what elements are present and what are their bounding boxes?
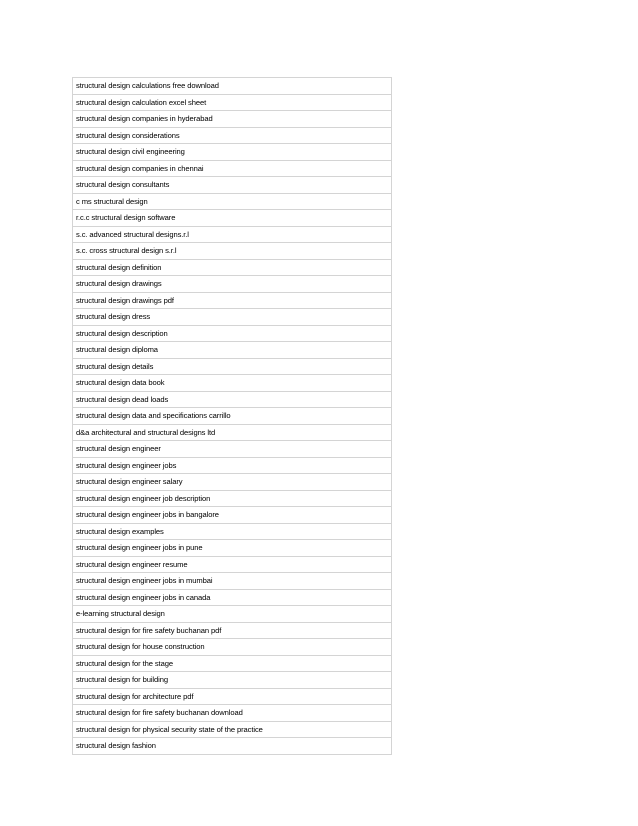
table-row: structural design fashion xyxy=(73,738,391,755)
table-row: structural design examples xyxy=(73,524,391,541)
table-row: structural design companies in chennai xyxy=(73,161,391,178)
table-row: structural design engineer jobs in pune xyxy=(73,540,391,557)
table-row: structural design engineer jobs in canada xyxy=(73,590,391,607)
table-row: structural design engineer jobs in bangalore xyxy=(73,507,391,524)
table-row: structural design for physical security state of the practice xyxy=(73,722,391,739)
table-row: structural design calculation excel sheet xyxy=(73,95,391,112)
table-row: structural design for the stage xyxy=(73,656,391,673)
table-row: r.c.c structural design software xyxy=(73,210,391,227)
table-row: structural design for fire safety buchanan download xyxy=(73,705,391,722)
table-row: d&a architectural and structural designs ltd xyxy=(73,425,391,442)
table-row: structural design engineer jobs xyxy=(73,458,391,475)
table-row: s.c. advanced structural designs.r.l xyxy=(73,227,391,244)
table-row: structural design for house construction xyxy=(73,639,391,656)
table-row: structural design considerations xyxy=(73,128,391,145)
table-row: structural design for fire safety buchanan pdf xyxy=(73,623,391,640)
table-row: s.c. cross structural design s.r.l xyxy=(73,243,391,260)
table-row: structural design dress xyxy=(73,309,391,326)
table-row: structural design definition xyxy=(73,260,391,277)
table-row: structural design drawings pdf xyxy=(73,293,391,310)
table-row: structural design calculations free download xyxy=(73,78,391,95)
table-row: structural design civil engineering xyxy=(73,144,391,161)
table-row: structural design diploma xyxy=(73,342,391,359)
table-row: e-learning structural design xyxy=(73,606,391,623)
table-row: structural design description xyxy=(73,326,391,343)
table-row: structural design dead loads xyxy=(73,392,391,409)
table-row: structural design companies in hyderabad xyxy=(73,111,391,128)
table-row: structural design data and specifications carrillo xyxy=(73,408,391,425)
table-row: structural design for architecture pdf xyxy=(73,689,391,706)
table-row: structural design for building xyxy=(73,672,391,689)
table-row: structural design data book xyxy=(73,375,391,392)
table-row: structural design engineer job description xyxy=(73,491,391,508)
table-row: structural design consultants xyxy=(73,177,391,194)
table-row: structural design engineer xyxy=(73,441,391,458)
table-row: structural design engineer jobs in mumbai xyxy=(73,573,391,590)
table-row: structural design engineer salary xyxy=(73,474,391,491)
table-row: structural design drawings xyxy=(73,276,391,293)
table-row: structural design details xyxy=(73,359,391,376)
keyword-table xyxy=(72,77,392,755)
table-row: structural design engineer resume xyxy=(73,557,391,574)
table-row: c ms structural design xyxy=(73,194,391,211)
